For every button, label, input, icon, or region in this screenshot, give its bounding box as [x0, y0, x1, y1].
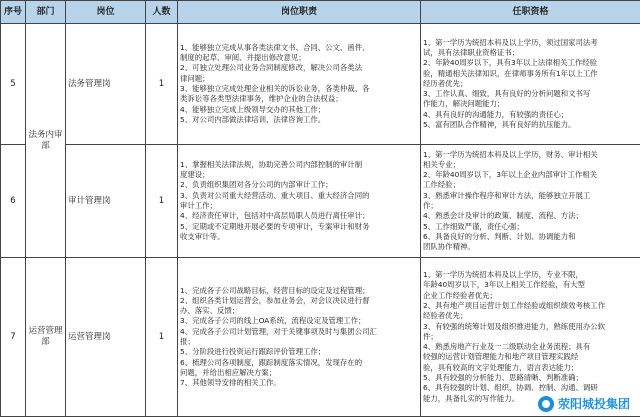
header-position: 岗位	[66, 1, 146, 24]
text-line: 4、具有良好的沟通能力，有较强的责任心；	[423, 110, 638, 120]
text-line: 企业工作经验者优先；	[423, 291, 638, 301]
text-line: 4、完成各子公司计划管理，对于关键事项及时与集团公司汇	[180, 327, 418, 337]
text-line: 经历者优先；	[423, 79, 638, 89]
header-dept: 部门	[26, 1, 66, 24]
row-count: 1	[146, 258, 178, 417]
watermark-text: 荥阳城投集团	[558, 395, 630, 412]
row-duties	[178, 258, 421, 417]
text-line: 审计工作；	[180, 201, 418, 211]
header-duties: 岗位职责	[178, 1, 421, 24]
row-qualifications	[421, 24, 640, 145]
dept-legal-audit: 法务内审部	[26, 24, 66, 258]
text-line: 验，具有较高的文字处理能力，语言表达能力；	[423, 363, 638, 373]
text-line: 2、具有地产项目运营计划工作经验或组织绩效考核工作	[423, 301, 638, 311]
text-line: 7、其他领导安排的相关工作。	[180, 378, 418, 388]
table-row	[1, 258, 640, 417]
text-line: 办、落实、反馈；	[180, 306, 418, 316]
text-line: 较强的运营计划管理能力和地产项目管理实践经	[423, 352, 638, 362]
dept-operations: 运营管理部	[26, 258, 66, 417]
header-qualifications: 任职资格	[421, 1, 640, 24]
text-line: 3、有较强的统筹计划及组织推进能力，熟练使用办公软	[423, 322, 638, 332]
text-line: 6、具有较强的计划、组织、协调、控制、沟通、调研	[423, 383, 638, 393]
text-line: 3、熟悉审计操作程序和审计方法，能够独立开展工	[423, 191, 638, 201]
text-line: 件；	[423, 332, 638, 342]
text-line: 3、负责对公司重大经营活动、重大项目、重大经济合同的	[180, 191, 418, 201]
text-line: 5、富有团队合作精神，具有良好的抗压能力。	[423, 120, 638, 130]
row-duties	[178, 145, 421, 258]
text-line: 4、熟悉会计及审计的政策、制度、流程、方法；	[423, 211, 638, 221]
watermark	[534, 394, 634, 413]
text-line: 年龄40周岁以下，3年以上相关工作经验，有大型	[423, 280, 638, 290]
text-line: 相关专业；	[423, 160, 638, 170]
text-line: 2、可独立处理公司业务合同制度修改，解决公司各类法	[180, 63, 418, 73]
text-line: 类诉讼等各类型法律事务，维护企业的合法权益；	[180, 94, 418, 104]
text-line: 收支审计等。	[180, 232, 418, 242]
text-line: 5、定期或不定期地开展必要的专项审计，专案审计和财务	[180, 222, 418, 232]
watermark-logo-icon	[538, 396, 554, 412]
row-duties	[178, 24, 421, 145]
text-line: 验，精通相关法律知识，在律师事务所有1年以上工作	[423, 69, 638, 79]
text-line: 经验者优先；	[423, 311, 638, 321]
text-line: 5、对公司内部做法律培训、法律咨询工作。	[180, 115, 418, 125]
text-line: 4、经济责任审计，包括对中高层局职人员进行离任审计；	[180, 211, 418, 221]
table-header	[1, 1, 640, 24]
text-line: 4、能够独立完成上级领导交办的其他工作；	[180, 105, 418, 115]
text-line: 1、第一学历为统招本科及以上学历，须过国家司法考	[423, 38, 638, 48]
row-seq: 6	[1, 145, 26, 258]
text-line: 3、工作认真、细致，具有良好的分析问题和文书写	[423, 89, 638, 99]
text-line: 1、完成各子公司战略目标，经营目标的设定及过程管理；	[180, 286, 418, 296]
text-line: 1、第一学历为统招本科及以上学历，专业不限，	[423, 270, 638, 280]
text-line: 问题，并给出相应解决方案；	[180, 368, 418, 378]
text-line: 工作经验；	[423, 180, 638, 190]
row-count: 1	[146, 145, 178, 258]
text-line: 3、能够独立完成处理企业相关的诉讼业务，各类仲裁、各	[180, 84, 418, 94]
row-seq: 5	[1, 24, 26, 145]
row-count: 1	[146, 24, 178, 145]
text-line: 5、具有较强的分析能力、思路清晰、判断准确；	[423, 373, 638, 383]
row-position: 运营管理岗	[66, 258, 146, 417]
text-line: 2、年龄40周岁以下，3年以上企业内部审计工作相关	[423, 170, 638, 180]
text-line: 1、能够独立完成从事各类法律文书、合同、公文、函件、	[180, 43, 418, 53]
text-line: 度建设；	[180, 170, 418, 180]
row-position: 法务管理岗	[66, 24, 146, 145]
text-line: 1、第一学历为统招本科及以上学历，财务、审计相关	[423, 150, 638, 160]
text-line: 2、组织各类计划运营会，参加业务会，对会议决议进行督	[180, 296, 418, 306]
row-position: 审计管理岗	[66, 145, 146, 258]
text-line: 4、熟悉房地产行业及一二级联动全业务流程；具有	[423, 342, 638, 352]
row-qualifications	[421, 145, 640, 258]
text-line: 制度的起草、审阅、并提出修改意见；	[180, 53, 418, 63]
text-line: 律问题；	[180, 74, 418, 84]
text-line: 5、工作细致严谨，责任心强；	[423, 222, 638, 232]
text-line: 6、具备良好的分析、判断、计划、协调能力和	[423, 232, 638, 242]
text-line: 5、分阶段进行投资运行跟踪评价管理工作；	[180, 347, 418, 357]
text-line: 1、掌握相关法律法规，协助完善公司内部控制的审计制	[180, 160, 418, 170]
row-seq: 7	[1, 258, 26, 417]
text-line: 2、年龄40周岁以下，具有3年以上法律相关工作经验	[423, 58, 638, 68]
header-count: 人数	[146, 1, 178, 24]
row-qualifications	[421, 258, 640, 417]
text-line: 试，具有法律职业资格证书；	[423, 48, 638, 58]
text-line: 作能力，解决问题能力；	[423, 99, 638, 109]
text-line: 3、完成各子公司的线上OA系统，流程设定及管理工作；	[180, 316, 418, 326]
text-line: 作；	[423, 201, 638, 211]
text-line: 能力，具备扎实的写作能力。	[423, 394, 638, 404]
text-line: 团队协作精神。	[423, 242, 638, 252]
header-seq: 序号	[1, 1, 26, 24]
text-line: 2、负责组织集团对各分公司的内部审计工作；	[180, 180, 418, 190]
table-row	[1, 145, 640, 258]
text-line: 6、梳理公司各项制度，跟踪制度落实情况，发现存在的	[180, 358, 418, 368]
text-line: 报；	[180, 337, 418, 347]
table-row	[1, 24, 640, 145]
